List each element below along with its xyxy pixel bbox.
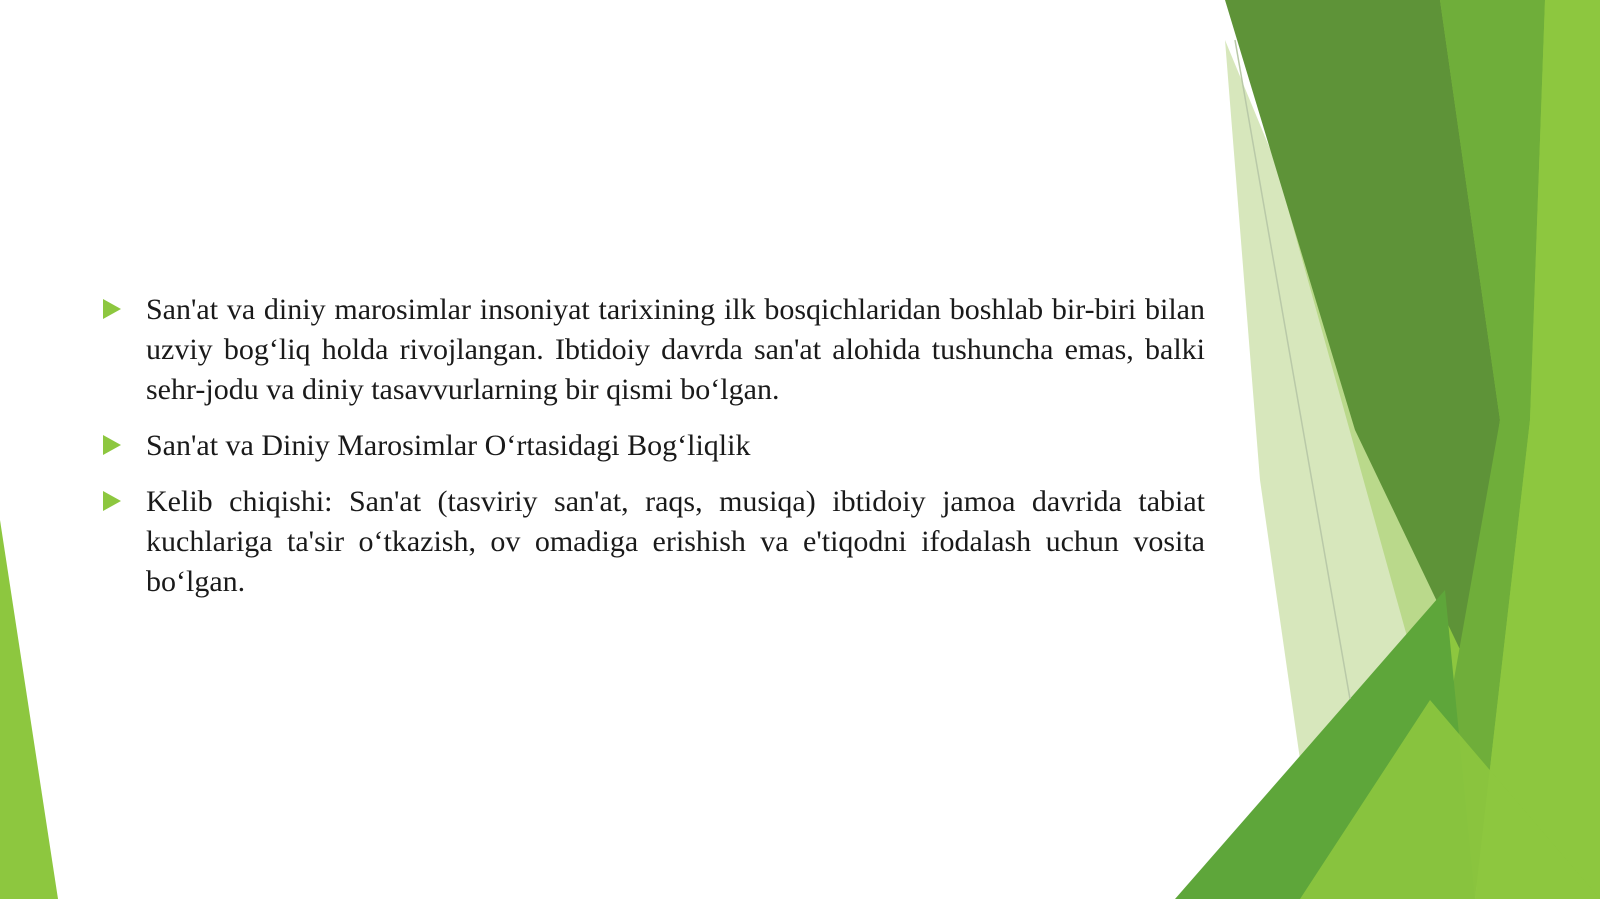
bullet-text: San'at va Diniy Marosimlar O‘rtasidagi Bog‘liqlik [146,429,751,462]
triangle-bullet-icon [103,299,121,319]
triangle-bullet-icon [103,435,121,455]
left-green-wedge [0,520,58,899]
bullet-list [100,290,1205,618]
bullet-text: Kelib chiqishi: San'at (tasviriy san'at, raqs, musiqa) ibtidoiy jamoa davrida tabiat kuchlariga ta'sir o‘tkazish, ov omadiga erishish va e'tiqodni ifodalash uchun vosita bo‘lgan. [146,485,1205,598]
list-item [100,482,1205,602]
list-item [100,426,1205,466]
list-item [100,290,1205,410]
triangle-bullet-icon [103,491,121,511]
bullet-text: San'at va diniy marosimlar insoniyat tarixining ilk bosqichlaridan boshlab bir-biri bilan uzviy bog‘liq holda rivojlangan. Ibtidoiy davrda san'at alohida tushuncha emas, balki sehr-jodu va diniy tasavvurlarning bir qismi bo‘lgan. [146,293,1205,406]
